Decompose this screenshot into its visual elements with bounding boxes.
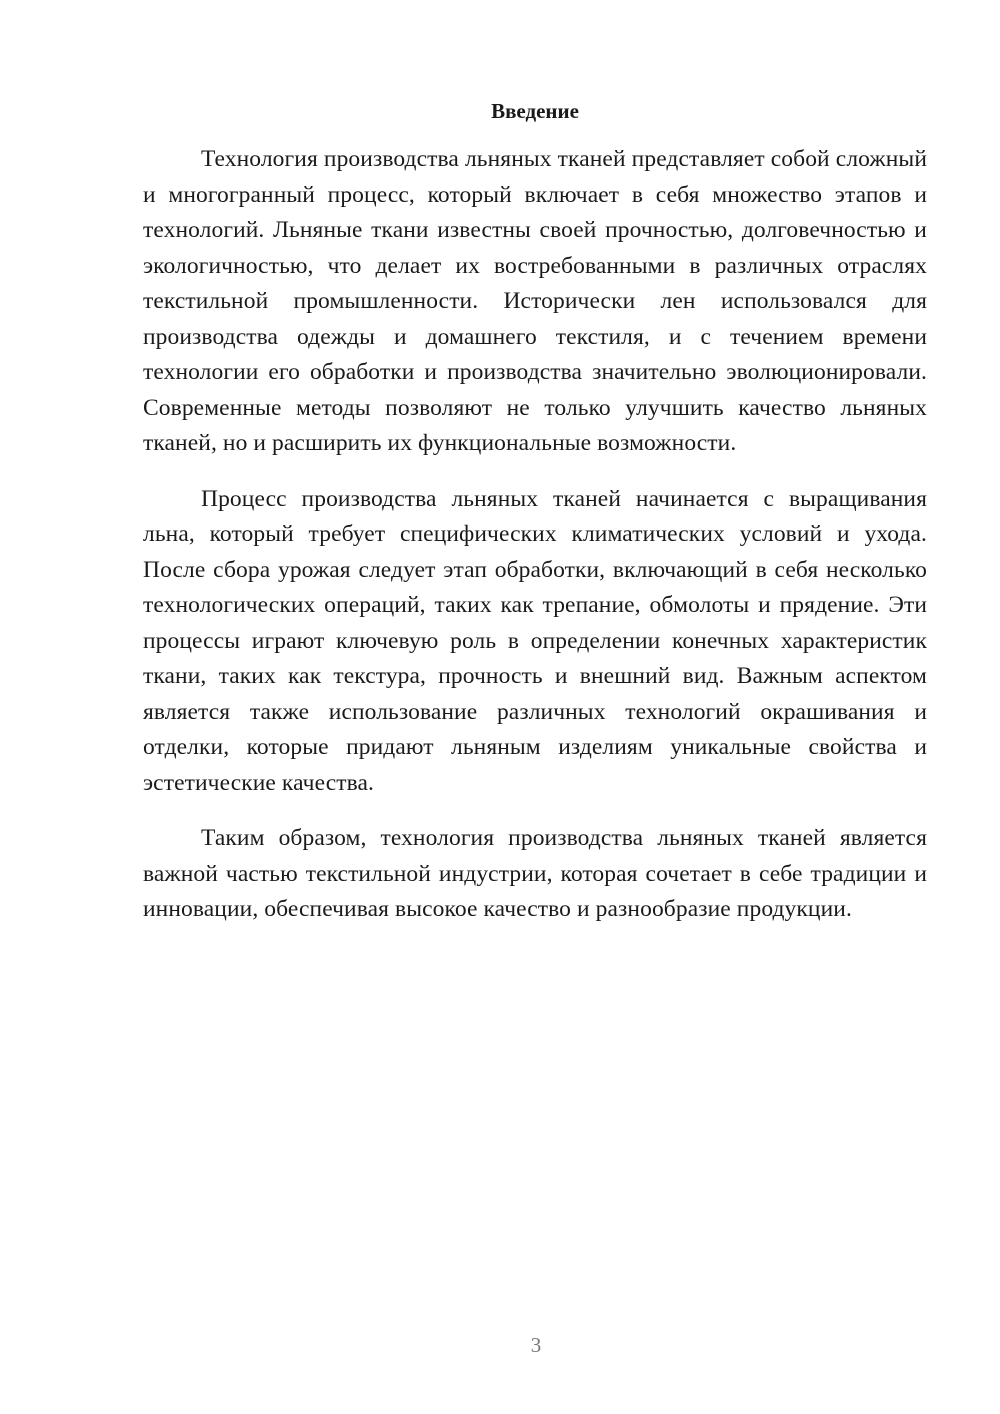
paragraph-1: Технология производства льняных тканей представляет собой сложный и многогранный процесс, который включает в себя множество этапов и технологий. Льняные ткани известны своей прочностью, долговечностью и экологичностью, что делает их востребованными в различных отраслях текстильной промышленности. Исторически лен использовался для производства одежды и домашнего текстиля, и с течением времени технологии его обработки и производства значительно эволюционировали. Современные методы позволяют не только улучшить качество льняных тканей, но и расширить их функциональные возможности. <box>143 146 927 456</box>
paragraph-2: Процесс производства льняных тканей начинается с выращивания льна, который требует специфических климатических условий и ухода. После сбора урожая следует этап обработки, включающий в себя несколько технологических операций, таких как трепание, обмолоты и прядение. Эти процессы играют ключевую роль в определении конечных характеристик ткани, таких как текстура, прочность и внешний вид. Важным аспектом является также использование различных технологий окрашивания и отделки, которые придают льняным изделиям уникальные свойства и эстетические качества. <box>143 485 927 796</box>
page-title: Введение <box>491 99 579 123</box>
paragraph-3: Таким образом, технология производства льняных тканей является важной частью текстильной индустрии, которая сочетает в себе традиции и инновации, обеспечивая высокое качество и разнообразие продукции. <box>143 825 927 922</box>
page-number: 3 <box>530 1333 542 1357</box>
body-text <box>143 142 927 948</box>
